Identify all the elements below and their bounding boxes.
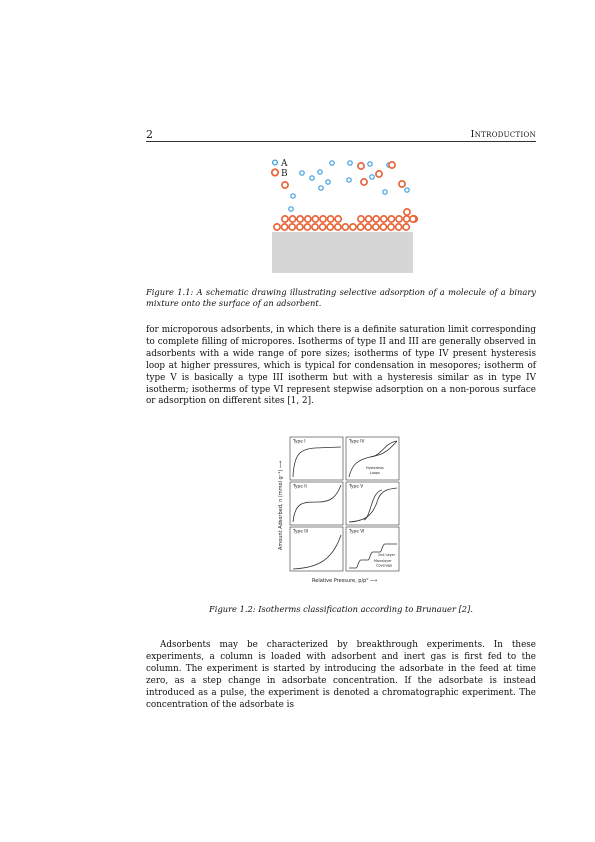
molecule-a: [289, 207, 293, 211]
molecule-a: [291, 194, 295, 198]
adsorbed-molecule-b: [358, 224, 364, 230]
molecule-a: [300, 171, 304, 175]
molecule-a: [370, 175, 374, 179]
legend-marker-a: [273, 160, 278, 165]
x-axis-label: Relative Pressure, p/p⁰ ⟶: [312, 578, 378, 584]
isotherm-curve-type5-adsorption: [349, 488, 397, 522]
adsorbed-molecule-b: [366, 216, 372, 222]
adsorbed-molecule-b: [410, 216, 416, 222]
isotherm-curve-type1: [293, 447, 341, 477]
note-second-layer: 2nd Layer: [378, 553, 395, 557]
isotherm-curve-type3: [293, 535, 341, 569]
note-monolayer-2: Coverage: [376, 563, 393, 568]
molecule-b: [282, 182, 288, 188]
header-rule: [146, 141, 536, 142]
molecule-a: [318, 170, 322, 174]
isotherm-curve-type4-desorption: [370, 441, 397, 457]
adsorbent-surface: [272, 232, 413, 273]
adsorbed-molecule-b: [320, 224, 326, 230]
molecule-a: [347, 178, 351, 182]
adsorbed-molecule-b: [327, 224, 333, 230]
molecule-b: [389, 162, 395, 168]
legend-marker-b: [272, 169, 278, 175]
adsorbed-molecule-b: [312, 224, 318, 230]
molecule-b: [361, 179, 367, 185]
legend-label-a: A: [281, 159, 288, 169]
adsorbed-molecule-b: [373, 224, 379, 230]
molecule-a: [310, 176, 314, 180]
molecule-a: [368, 162, 372, 166]
adsorbed-molecule-b: [396, 224, 402, 230]
isotherm-curve-type5-desorption: [364, 490, 382, 520]
adsorbed-molecule-b: [282, 216, 288, 222]
adsorption-schematic: [262, 150, 422, 276]
panel-label-type3: Type III: [293, 529, 309, 535]
adsorbed-molecule-b: [335, 224, 341, 230]
adsorbed-molecule-b: [381, 216, 387, 222]
note-hysteresis-1: Hysteresis: [366, 466, 384, 470]
adsorbed-molecule-b: [297, 224, 303, 230]
adsorbed-molecule-b: [328, 216, 334, 222]
molecule-a: [405, 188, 409, 192]
adsorbed-molecule-b: [304, 224, 310, 230]
paragraph-2: Adsorbents may be characterized by breakthrough experiments. In these experiments, a column is loaded with adsorbent and inert gas is first fed to the column. The experiment is started by introducing the adsorbate in the feed at time zero, as a step change in adsorbate concentration. If the adsorbate is instead introduced as a pulse, the experiment is denoted a chromatographic experiment. The concentration of the adsorbate is: [146, 640, 536, 710]
note-monolayer-1: Monolayer: [374, 559, 392, 563]
molecule-b: [376, 171, 382, 177]
adsorbed-molecule-b: [358, 216, 364, 222]
adsorbed-molecule-b: [297, 216, 303, 222]
adsorbed-molecule-b: [289, 224, 295, 230]
adsorbed-molecule-b: [373, 216, 379, 222]
adsorbed-molecule-b: [335, 216, 341, 222]
paragraph-1: for microporous adsorbents, in which there is a definite saturation limit corresponding to complete filling of micropores. Isotherms of type II and III are generally observed in adsorbents with a wide range of pore sizes; isotherms of type IV present hysteresis loop at higher pressures, which is typical for condensation in mesopores; isotherm of type V is basically a type III isotherm but with a hysteresis similar as in type IV isotherm; isotherms of type VI represent stepwise adsorption on a non-porous surface or adsorption on different sites [1, 2].: [146, 325, 536, 407]
isotherm-classification-figure: [270, 432, 410, 592]
molecules: [272, 160, 418, 230]
adsorbed-molecule-b: [274, 224, 280, 230]
adsorbed-molecule-b: [282, 224, 288, 230]
adsorbed-molecule-b: [312, 216, 318, 222]
adsorbed-molecule-b: [388, 224, 394, 230]
molecule-a: [383, 190, 387, 194]
note-hysteresis-2: Loops: [370, 471, 380, 475]
adsorbed-molecule-b: [305, 216, 311, 222]
molecule-b: [399, 181, 405, 187]
panel-label-type1: Type I: [293, 439, 306, 445]
running-head: Introduction: [470, 129, 536, 140]
adsorbed-molecule-b: [380, 224, 386, 230]
adsorbed-molecule-b: [320, 216, 326, 222]
adsorbed-molecule-b: [342, 224, 348, 230]
page-number: 2: [146, 128, 153, 141]
figure-1-caption: Figure 1.1: A schematic drawing illustrating selective adsorption of a molecule of a binary mixture onto the surface of an adsorbent.: [146, 287, 536, 309]
panel-label-type4: Type IV: [349, 439, 365, 445]
y-axis-label: Amount Adsorbed, n (mmol g⁻¹) ⟶: [278, 460, 284, 550]
figure-2-caption: Figure 1.2: Isotherms classification according to Brunauer [2].: [209, 604, 473, 614]
adsorbed-molecule-b: [350, 224, 356, 230]
molecule-a: [348, 161, 352, 165]
adsorbed-molecule-b: [388, 216, 394, 222]
panel-label-type5: Type V: [349, 484, 364, 490]
panel-label-type2: Type II: [293, 484, 307, 490]
adsorbed-molecule-b: [365, 224, 371, 230]
adsorbed-molecule-b: [404, 209, 410, 215]
molecule-a: [326, 180, 330, 184]
molecule-a: [330, 161, 334, 165]
molecule-b: [358, 163, 364, 169]
isotherm-curve-type2: [293, 485, 341, 522]
panel-label-type6: Type VI: [349, 529, 365, 535]
adsorbed-molecule-b: [404, 216, 410, 222]
adsorbed-molecule-b: [396, 216, 402, 222]
molecule-a: [319, 186, 323, 190]
legend-label-b: B: [281, 169, 288, 179]
adsorbed-molecule-b: [403, 224, 409, 230]
adsorbed-molecule-b: [290, 216, 296, 222]
